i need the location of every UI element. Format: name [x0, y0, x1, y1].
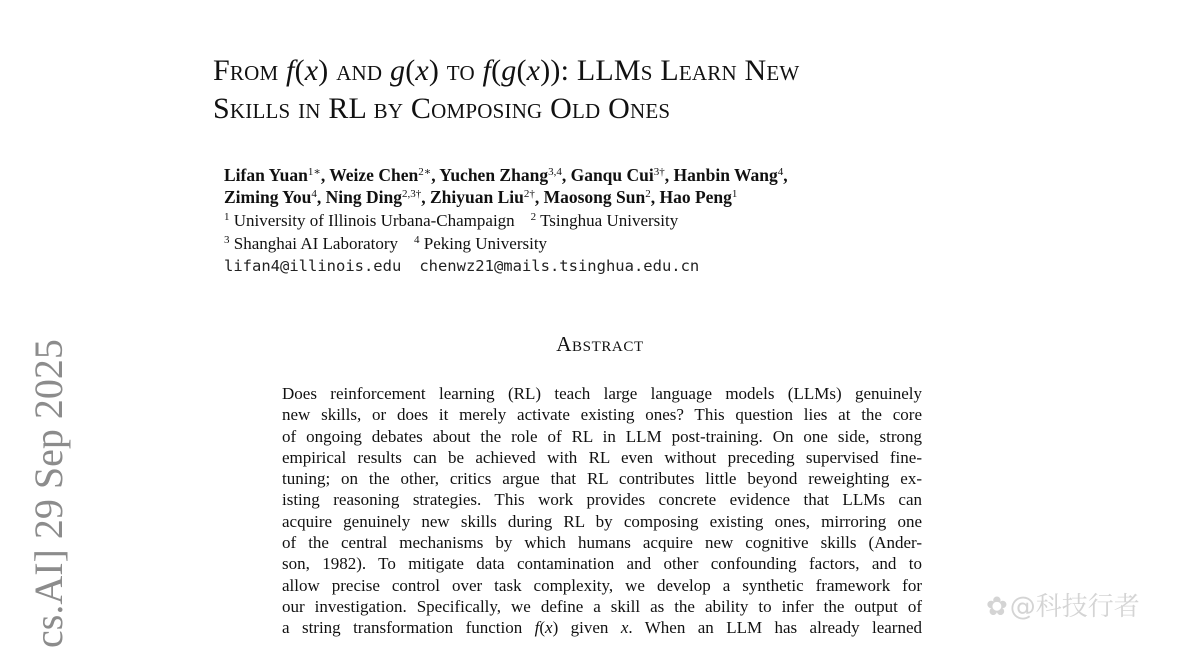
title-segment: g [501, 54, 517, 87]
math-symbol: f [534, 618, 540, 638]
abstract-line [282, 511, 922, 532]
author-separator: , [650, 187, 660, 207]
abstract-text: isting reasoning strategies. This work provides concrete evidence that LLMs can [282, 490, 922, 510]
author-name: Zhiyuan Liu [429, 187, 524, 207]
abstract-line [282, 404, 922, 425]
author-name: Ning Ding [325, 187, 402, 207]
abstract-line [282, 383, 922, 404]
author-name: Lifan Yuan [224, 165, 308, 185]
affiliation-name: Shanghai AI Laboratory [229, 234, 399, 253]
title-segment: From [213, 54, 287, 87]
title-segment: and [336, 54, 390, 87]
author-emails [224, 256, 699, 276]
abstract-line [282, 447, 922, 468]
abstract-text: tuning; on the other, critics argue that RL contributes little beyond reweighting ex- [282, 469, 922, 489]
author-affiliation-marker: 2∗ [418, 166, 432, 178]
author-affiliation-marker: 1∗ [307, 166, 321, 178]
author-affiliation-marker: 4 [311, 188, 317, 200]
abstract-line [282, 617, 922, 638]
author-affiliation-marker: 2,3† [401, 188, 422, 200]
title-segment: x [415, 54, 429, 87]
author-name: Yuchen Zhang [439, 165, 549, 185]
author-name: Hanbin Wang [673, 165, 778, 185]
abstract-text: of ongoing debates about the role of RL in LLM post-training. On one side, strong [282, 426, 922, 446]
email-address[interactable]: chenwz21@mails.tsinghua.edu.cn [419, 257, 700, 275]
author-separator: , [431, 165, 440, 185]
title-line-1 [213, 52, 1033, 90]
abstract-body [282, 383, 922, 639]
author-separator: , [783, 165, 788, 185]
author-name: Weize Chen [329, 165, 419, 185]
author-affiliation-marker: 4 [777, 166, 784, 178]
author-name: Maosong Sun [543, 187, 646, 207]
abstract-text: Does reinforcement learning (RL) teach large language models (LLMs) genuinely [282, 384, 922, 403]
abstract-text: allow precise control over task complexity, we develop a synthetic framework for [282, 575, 922, 595]
abstract-heading: Abstract [556, 332, 644, 356]
abstract-text: of the central mechanisms by which humans acquire new cognitive skills (Ander- [282, 533, 922, 553]
abstract-text: ( [539, 618, 546, 638]
title-line-2: Skills in RL by Composing Old Ones [213, 92, 671, 125]
title-segment: ) [428, 54, 447, 87]
author-separator: , [561, 165, 571, 185]
abstract-line [282, 468, 922, 489]
abstract-text: acquire genuinely new skills during RL by composing existing ones, mirroring one [282, 511, 922, 531]
abstract-text: son, 1982). To mitigate data contamination and other confounding factors, and to [282, 554, 922, 574]
title-segment: f [286, 54, 295, 87]
affiliation-name: University of Illinois Urbana-Champaign [229, 211, 515, 230]
title-segment: ( [294, 54, 305, 87]
abstract-line [282, 575, 922, 596]
title-segment: g [389, 54, 406, 87]
watermark [986, 586, 1140, 623]
math-symbol: x [545, 618, 553, 638]
watermark-text: @科技行者 [1009, 592, 1140, 622]
author-affiliation-marker: 3† [653, 166, 665, 178]
author-name: Ziming You [224, 187, 312, 207]
affiliation-line-2 [224, 232, 678, 255]
affiliation-number: 4 [414, 234, 420, 246]
abstract-text: . When an LLM has already learned [628, 618, 922, 638]
abstract-line [282, 553, 922, 574]
author-separator: , [664, 165, 674, 185]
author-separator: , [421, 187, 430, 207]
title-segment: f [482, 54, 492, 87]
abstract-line [282, 532, 922, 553]
arxiv-sidebar-stamp: cs.AI] 29 Sep 2025 [26, 339, 71, 648]
author-affiliation-marker: 1 [731, 188, 738, 200]
paper-title [213, 52, 1033, 128]
abstract-line [282, 489, 922, 510]
author-name: Ganqu Cui [570, 165, 654, 185]
abstract-text: our investigation. Specifically, we define a skill as the ability to infer the output of [282, 596, 922, 616]
author-affiliation-marker: 2 [645, 188, 651, 200]
affiliation-line-1 [224, 209, 678, 232]
affiliation-name: Tsinghua University [536, 211, 679, 230]
abstract-text: ) given [552, 618, 621, 638]
author-line-1 [224, 164, 1024, 186]
author-affiliation-marker: 3,4 [548, 166, 562, 178]
affiliation-number: 2 [530, 211, 537, 223]
title-segment: to [446, 54, 483, 87]
abstract-text: new skills, or does it merely activate existing ones? This question lies at the core [282, 405, 922, 425]
affiliation-number: 3 [224, 234, 230, 246]
author-separator: , [534, 187, 544, 207]
author-name: Hao Peng [659, 187, 732, 207]
title-segment: x [304, 54, 319, 87]
title-segment: ( [516, 54, 527, 87]
title-segment: ( [405, 54, 416, 87]
author-list [224, 164, 1024, 208]
author-separator: , [316, 187, 326, 207]
affiliations [224, 209, 678, 255]
abstract-line [282, 596, 922, 617]
abstract-line [282, 426, 922, 447]
watermark-logo-icon: ✿ [986, 592, 1008, 622]
author-affiliation-marker: 2† [523, 188, 535, 200]
author-separator: , [320, 165, 330, 185]
title-segment: ( [491, 54, 502, 87]
author-line-2 [224, 186, 1024, 208]
math-symbol: x [620, 618, 629, 638]
abstract-text: a string transformation function [282, 618, 535, 638]
title-segment: x [526, 54, 541, 87]
title-segment: )): [540, 54, 577, 87]
title-segment: LLMs Learn New [576, 54, 800, 87]
abstract-text: empirical results can be achieved with RL even without preceding supervised fine- [282, 447, 922, 467]
affiliation-name: Peking University [419, 234, 548, 253]
title-segment: ) [318, 54, 337, 87]
affiliation-number: 1 [224, 211, 230, 223]
email-address[interactable]: lifan4@illinois.edu [224, 257, 402, 275]
